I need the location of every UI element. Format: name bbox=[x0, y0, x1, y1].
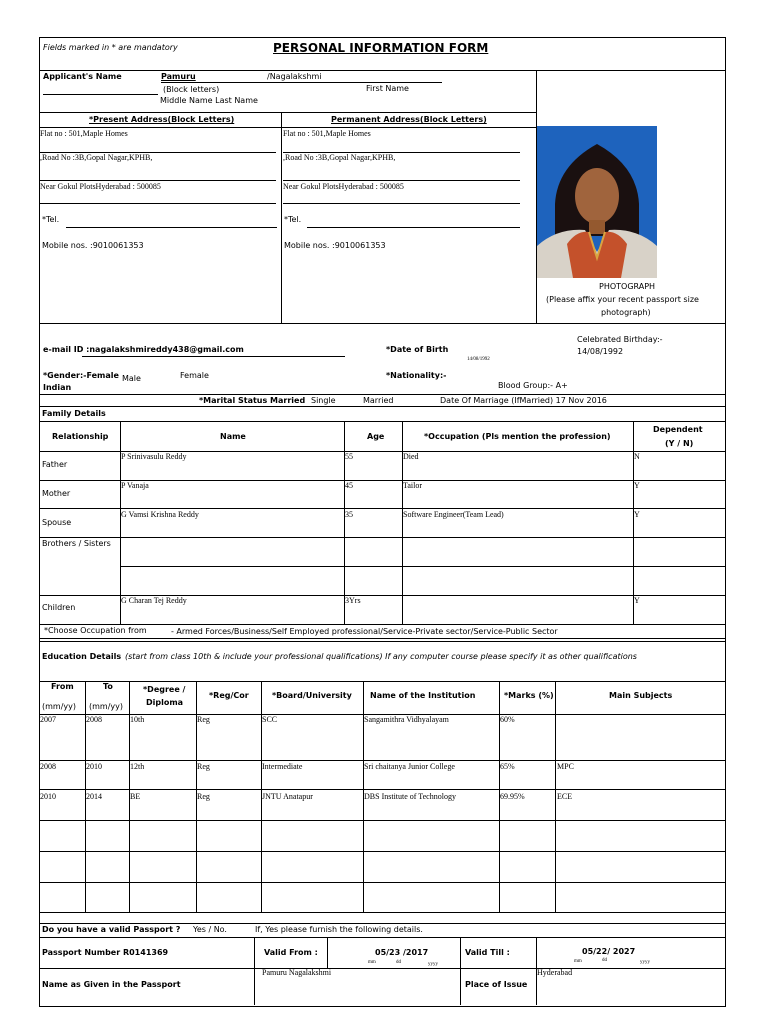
family-row-relation: Children bbox=[42, 603, 76, 612]
occupation-note-values: - Armed Forces/Business/Self Employed professional/Service-Private sector/Service-Public Sector bbox=[171, 627, 558, 636]
edu-col-regcor: *Reg/Cor bbox=[209, 691, 249, 700]
dob-value[interactable]: 14/08/1992 bbox=[467, 357, 490, 362]
passport-number[interactable]: Passport Number R0141369 bbox=[42, 948, 169, 957]
edu-row-reg[interactable]: Reg bbox=[197, 792, 210, 801]
family-col-dependent-yn: (Y / N) bbox=[665, 439, 694, 448]
gender-label[interactable]: *Gender:-Female bbox=[43, 371, 119, 380]
gender-option-male[interactable]: Male bbox=[122, 374, 141, 383]
family-row-name[interactable]: P Vanaja bbox=[121, 481, 149, 490]
blood-group[interactable]: Blood Group:- A+ bbox=[498, 381, 568, 390]
family-col-occupation: *Occupation (Pls mention the profession) bbox=[424, 432, 611, 441]
edu-row-degree[interactable]: 10th bbox=[130, 715, 145, 724]
block-letters-hint: (Block letters) bbox=[163, 85, 220, 94]
photograph-instruction-1: (Please affix your recent passport size bbox=[546, 295, 699, 304]
family-col-age: Age bbox=[367, 432, 385, 441]
edu-col-institution: Name of the Institution bbox=[370, 691, 476, 700]
edu-col-from: From bbox=[51, 682, 74, 691]
family-row-age[interactable]: 45 bbox=[345, 481, 353, 490]
valid-till-value[interactable]: 05/22/ 2027 bbox=[582, 947, 636, 956]
family-col-relationship: Relationship bbox=[52, 432, 109, 441]
valid-from-fmt-dd: dd bbox=[396, 960, 401, 965]
applicant-photograph bbox=[537, 126, 657, 278]
applicant-name-label: Applicant's Name bbox=[43, 72, 122, 81]
edu-row-from[interactable]: 2010 bbox=[40, 792, 56, 801]
edu-col-degree: *Degree / bbox=[143, 685, 186, 694]
family-row-relation: Spouse bbox=[42, 518, 72, 527]
family-row-age[interactable]: 55 bbox=[345, 452, 353, 461]
edu-row-to[interactable]: 2014 bbox=[86, 792, 102, 801]
edu-col-marks: *Marks (%) bbox=[504, 691, 554, 700]
marital-option-married[interactable]: Married bbox=[363, 396, 394, 405]
edu-row-subjects[interactable]: MPC bbox=[557, 762, 574, 771]
middle-last-caption: Middle Name Last Name bbox=[160, 96, 258, 105]
marital-option-single[interactable]: Single bbox=[311, 396, 336, 405]
valid-till-fmt-dd: dd bbox=[602, 958, 607, 963]
valid-from-label: Valid From : bbox=[264, 948, 318, 957]
place-of-issue-label: Place of Issue bbox=[465, 980, 528, 989]
present-address-line1[interactable]: Flat no : 501,Maple Homes bbox=[40, 129, 128, 138]
family-row-relation: Brothers / Sisters bbox=[42, 539, 111, 548]
passport-question: Do you have a valid Passport ? bbox=[42, 925, 181, 934]
family-row-occupation[interactable]: Tailor bbox=[403, 481, 422, 490]
permanent-address-label: Permanent Address(Block Letters) bbox=[331, 115, 487, 124]
present-mobile[interactable]: Mobile nos. :9010061353 bbox=[42, 241, 144, 250]
family-row-dependent[interactable]: N bbox=[634, 452, 640, 461]
family-row-name[interactable]: G Charan Tej Reddy bbox=[121, 596, 187, 605]
edu-col-to-format: (mm/yy) bbox=[89, 702, 123, 711]
family-row-name[interactable]: G Vamsi Krishna Reddy bbox=[121, 510, 199, 519]
edu-row-institution[interactable]: DBS Institute of Technology bbox=[364, 792, 456, 801]
edu-row-board[interactable]: Intermediate bbox=[262, 762, 303, 771]
edu-row-institution[interactable]: Sri chaitanya Junior College bbox=[364, 762, 455, 771]
edu-row-board[interactable]: JNTU Anatapur bbox=[262, 792, 313, 801]
edu-row-reg[interactable]: Reg bbox=[197, 715, 210, 724]
family-row-relation: Father bbox=[42, 460, 68, 469]
edu-row-institution[interactable]: Sangamithra Vidhyalayam bbox=[364, 715, 449, 724]
edu-col-from-format: (mm/yy) bbox=[42, 702, 76, 711]
passport-if-yes: If, Yes please furnish the following details. bbox=[255, 925, 423, 934]
edu-row-degree[interactable]: 12th bbox=[130, 762, 145, 771]
valid-from-fmt-mm: mm bbox=[368, 960, 376, 965]
edu-row-marks[interactable]: 69.95% bbox=[500, 792, 525, 801]
nationality-label: *Nationality:- bbox=[386, 371, 447, 380]
family-row-dependent[interactable]: Y bbox=[634, 510, 640, 519]
family-row-name[interactable]: P Srinivasulu Reddy bbox=[121, 452, 187, 461]
edu-row-marks[interactable]: 65% bbox=[500, 762, 515, 771]
edu-row-subjects[interactable]: ECE bbox=[557, 792, 573, 801]
family-row-occupation[interactable]: Software Engineer(Team Lead) bbox=[403, 510, 504, 519]
edu-col-to: To bbox=[103, 682, 113, 691]
edu-row-board[interactable]: SCC bbox=[262, 715, 278, 724]
present-address-label: *Present Address(Block Letters) bbox=[89, 115, 235, 124]
permanent-address-line1[interactable]: Flat no : 501,Maple Homes bbox=[283, 129, 371, 138]
family-col-name: Name bbox=[220, 432, 246, 441]
passport-name-value[interactable]: Pamuru Nagalakshmi bbox=[262, 968, 332, 977]
edu-row-from[interactable]: 2007 bbox=[40, 715, 56, 724]
valid-till-label: Valid Till : bbox=[465, 948, 510, 957]
family-row-occupation[interactable]: Died bbox=[403, 452, 419, 461]
valid-from-value[interactable]: 05/23 /2017 bbox=[375, 948, 429, 957]
edu-row-to[interactable]: 2010 bbox=[86, 762, 102, 771]
edu-col-subjects: Main Subjects bbox=[609, 691, 673, 700]
family-col-dependent: Dependent bbox=[653, 425, 703, 434]
occupation-note-label: *Choose Occupation from bbox=[44, 626, 147, 635]
family-row-relation: Mother bbox=[42, 489, 71, 498]
marital-status-label[interactable]: *Marital Status Married bbox=[199, 396, 306, 405]
education-section-label: Education Details bbox=[42, 652, 122, 661]
nationality-value[interactable]: Indian bbox=[43, 383, 72, 392]
marriage-date[interactable]: Date Of Marriage (IfMarried) 17 Nov 2016 bbox=[440, 396, 607, 405]
permanent-tel-label: *Tel. bbox=[284, 215, 302, 224]
passport-name-label: Name as Given in the Passport bbox=[42, 980, 181, 989]
present-tel-label: *Tel. bbox=[42, 215, 60, 224]
applicant-last-name[interactable]: Pamuru bbox=[161, 72, 196, 81]
passport-yes-no[interactable]: Yes / No. bbox=[193, 925, 227, 934]
edu-col-board: *Board/University bbox=[272, 691, 352, 700]
edu-row-degree[interactable]: BE bbox=[130, 792, 141, 801]
applicant-first-name[interactable]: /Nagalakshmi bbox=[267, 72, 322, 81]
family-row-age[interactable]: 3Yrs bbox=[345, 596, 361, 605]
family-row-age[interactable]: 35 bbox=[345, 510, 353, 519]
family-row-dependent[interactable]: Y bbox=[634, 596, 640, 605]
valid-till-fmt-yyyy: yyyy bbox=[640, 960, 650, 965]
place-of-issue-value[interactable]: Hyderabad bbox=[537, 968, 573, 977]
dob-label: *Date of Birth bbox=[386, 345, 449, 354]
email-field[interactable]: e-mail ID :nagalakshmireddy438@gmail.com bbox=[43, 345, 244, 354]
permanent-address-line3[interactable]: Near Gokul PlotsHyderabad : 500085 bbox=[283, 182, 404, 191]
edu-col-degree-2: Diploma bbox=[146, 698, 184, 707]
celebrated-birthday-value[interactable]: 14/08/1992 bbox=[577, 347, 624, 356]
first-name-caption: First Name bbox=[366, 84, 409, 93]
page-title: PERSONAL INFORMATION FORM bbox=[273, 41, 489, 55]
edu-row-from[interactable]: 2008 bbox=[40, 762, 56, 771]
family-section-label: Family Details bbox=[42, 409, 106, 418]
valid-from-fmt-yyyy: yyyy bbox=[428, 962, 438, 967]
gender-option-female[interactable]: Female bbox=[180, 371, 209, 380]
present-address-line2[interactable]: ,Road No :3B,Gopal Nagar,KPHB, bbox=[40, 153, 153, 162]
valid-till-fmt-mm: mm bbox=[574, 959, 582, 964]
present-address-line3[interactable]: Near Gokul PlotsHyderabad : 500085 bbox=[40, 182, 161, 191]
education-section-note: (start from class 10th & include your professional qualifications) If any computer course please specify it as other qualifications bbox=[125, 652, 637, 661]
permanent-mobile[interactable]: Mobile nos. :9010061353 bbox=[284, 241, 386, 250]
family-row-dependent[interactable]: Y bbox=[634, 481, 640, 490]
photograph-instruction-2: photograph) bbox=[601, 308, 651, 317]
mandatory-note: Fields marked in * are mandatory bbox=[43, 43, 178, 52]
photograph-caption: PHOTOGRAPH bbox=[599, 282, 656, 291]
permanent-address-line2[interactable]: ,Road No :3B,Gopal Nagar,KPHB, bbox=[283, 153, 396, 162]
celebrated-birthday-label: Celebrated Birthday:- bbox=[577, 335, 663, 344]
edu-row-to[interactable]: 2008 bbox=[86, 715, 102, 724]
edu-row-reg[interactable]: Reg bbox=[197, 762, 210, 771]
edu-row-marks[interactable]: 60% bbox=[500, 715, 515, 724]
